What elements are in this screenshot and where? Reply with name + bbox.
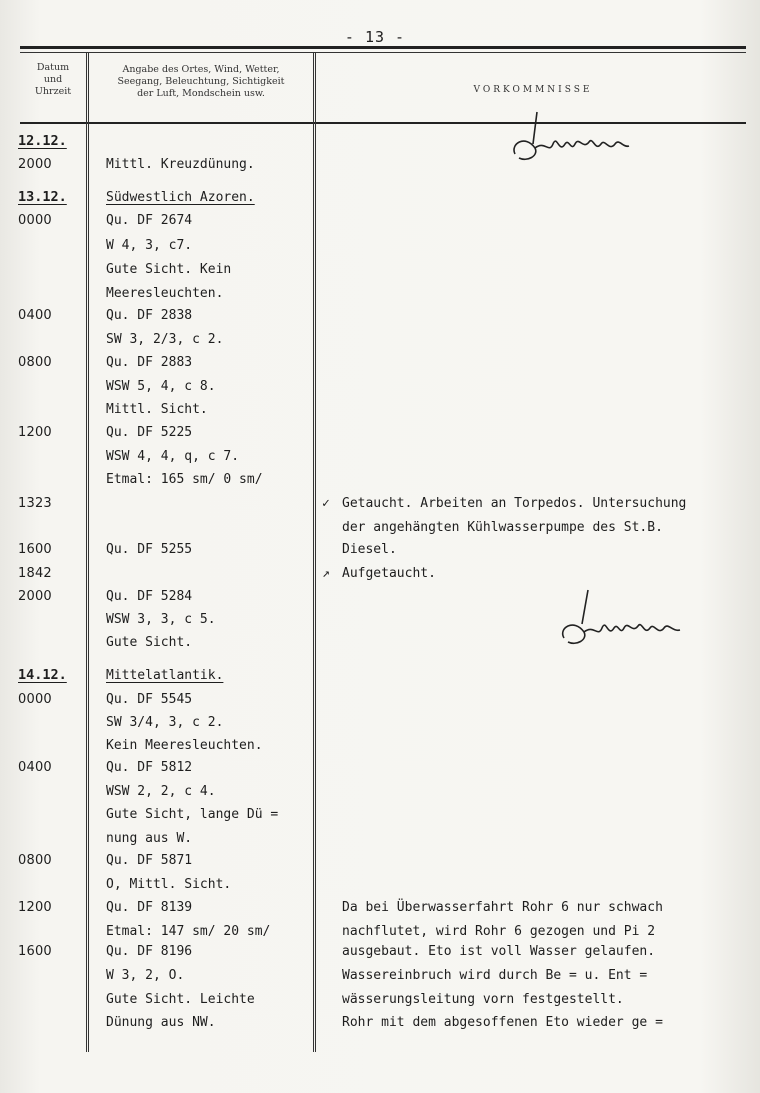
log-position-weather: Dünung aus NW. [106, 1015, 216, 1030]
log-row [0, 940, 760, 963]
log-time: 0000 [18, 213, 52, 228]
log-position-weather: Qu. DF 5871 [106, 853, 193, 868]
header-ort [90, 64, 312, 100]
log-date: 14.12. [18, 667, 67, 683]
log-position-weather: WSW 4, 4, q, c 7. [106, 449, 240, 464]
signature-1 [505, 104, 645, 174]
log-position-weather: Qu. DF 8139 [106, 900, 193, 915]
log-row [0, 186, 760, 209]
log-row [0, 849, 760, 872]
log-event: ausgebaut. Eto ist voll Wasser gelaufen. [342, 944, 656, 959]
signature-2 [552, 586, 702, 656]
log-event: Diesel. [342, 542, 397, 557]
log-position-weather: SW 3/4, 3, c 2. [106, 715, 224, 730]
log-row [0, 375, 760, 398]
header-ort-line: der Luft, Mondschein usw. [137, 88, 265, 99]
log-row [0, 234, 760, 257]
log-position-weather: Etmal: 165 sm/ 0 sm/ [106, 472, 263, 487]
log-event: nachflutet, wird Rohr 6 gezogen und Pi 2 [342, 924, 656, 939]
log-row [0, 964, 760, 987]
log-position-weather: Qu. DF 8196 [106, 944, 193, 959]
log-row [0, 492, 760, 515]
log-row [0, 688, 760, 711]
header-datum-line: und [43, 74, 63, 85]
log-event: Aufgetaucht. [342, 566, 436, 581]
log-position-weather: Gute Sicht. [106, 635, 193, 650]
log-time: 1200 [18, 900, 52, 915]
log-position-weather: WSW 2, 2, c 4. [106, 784, 216, 799]
log-position-weather: Gute Sicht, lange Dü = [106, 807, 279, 822]
check-mark-icon: ✓ [322, 496, 330, 511]
log-position-weather: SW 3, 2/3, c 2. [106, 332, 224, 347]
log-position-weather: Qu. DF 2883 [106, 355, 193, 370]
log-row [0, 780, 760, 803]
log-position-weather: Qu. DF 2838 [106, 308, 193, 323]
log-row [0, 304, 760, 327]
log-region: Südwestlich Azoren. [106, 190, 255, 205]
header-datum [20, 62, 86, 98]
log-position-weather: nung aus W. [106, 831, 193, 846]
log-position-weather: WSW 3, 3, c 5. [106, 612, 216, 627]
log-row [0, 756, 760, 779]
log-row [0, 538, 760, 561]
log-row [0, 153, 760, 176]
log-date: 13.12. [18, 189, 67, 205]
log-row [0, 516, 760, 539]
header-rule-top [20, 46, 746, 49]
log-position-weather: Gute Sicht. Leichte [106, 992, 255, 1007]
log-row [0, 445, 760, 468]
log-position-weather: Qu. DF 5812 [106, 760, 193, 775]
header-datum-line: Datum [36, 62, 70, 73]
log-region: Mittelatlantik. [106, 668, 224, 683]
header-datum-line: Uhrzeit [34, 86, 72, 97]
log-time: 1842 [18, 566, 52, 581]
log-row [0, 827, 760, 850]
log-row [0, 328, 760, 351]
log-row [0, 421, 760, 444]
log-row [0, 873, 760, 896]
header-vorkommnisse: VORKOMMNISSE [473, 85, 593, 95]
log-position-weather: Kein Meeresleuchten. [106, 738, 263, 753]
log-row [0, 896, 760, 919]
log-time: 0800 [18, 355, 52, 370]
header-ort-line: Seegang, Beleuchtung, Sichtigkeit [117, 76, 285, 87]
log-row [0, 282, 760, 305]
log-position-weather: Gute Sicht. Kein [106, 262, 232, 277]
log-row [0, 1011, 760, 1034]
log-position-weather: W 4, 3, c7. [106, 238, 193, 253]
log-position-weather: Qu. DF 5284 [106, 589, 193, 604]
log-event: Getaucht. Arbeiten an Torpedos. Untersuchung [342, 496, 687, 511]
log-position-weather: WSW 5, 4, c 8. [106, 379, 216, 394]
log-time: 1323 [18, 496, 52, 511]
log-position-weather: Qu. DF 5225 [106, 425, 193, 440]
log-position-weather: Etmal: 147 sm/ 20 sm/ [106, 924, 271, 939]
log-time: 0800 [18, 853, 52, 868]
log-row [0, 803, 760, 826]
log-row [0, 209, 760, 232]
header-ort-line: Angabe des Ortes, Wind, Wetter, [122, 64, 280, 75]
log-time: 1600 [18, 542, 52, 557]
log-row [0, 734, 760, 757]
log-position-weather: O, Mittl. Sicht. [106, 877, 232, 892]
log-row [0, 711, 760, 734]
log-row [0, 562, 760, 585]
log-row [0, 988, 760, 1011]
log-position-weather: Mittl. Sicht. [106, 402, 208, 417]
log-row [0, 130, 760, 153]
log-event: Da bei Überwasserfahrt Rohr 6 nur schwach [342, 900, 663, 915]
log-row [0, 664, 760, 687]
log-event: wässerungsleitung vorn festgestellt. [342, 992, 624, 1007]
log-event: Wassereinbruch wird durch Be = u. Ent = [342, 968, 648, 983]
log-time: 0400 [18, 760, 52, 775]
log-position-weather: Qu. DF 2674 [106, 213, 193, 228]
log-position-weather: W 3, 2, O. [106, 968, 185, 983]
log-time: 0000 [18, 692, 52, 707]
log-position-weather: Mittl. Kreuzdünung. [106, 157, 255, 172]
log-date: 12.12. [18, 133, 67, 149]
log-time: 2000 [18, 157, 52, 172]
log-position-weather: Meeresleuchten. [106, 286, 224, 301]
log-event: Rohr mit dem abgesoffenen Eto wieder ge = [342, 1015, 663, 1030]
log-time: 1200 [18, 425, 52, 440]
log-row [0, 351, 760, 374]
log-time: 0400 [18, 308, 52, 323]
log-position-weather: Qu. DF 5545 [106, 692, 193, 707]
log-row [0, 258, 760, 281]
log-row [0, 398, 760, 421]
header-rule-top-thin [20, 52, 746, 53]
log-position-weather: Qu. DF 5255 [106, 542, 193, 557]
page-number: - 13 - [344, 28, 406, 46]
log-event: der angehängten Kühlwasserpumpe des St.B. [342, 520, 663, 535]
check-mark-icon: ↗ [322, 566, 330, 581]
log-row [0, 468, 760, 491]
log-time: 1600 [18, 944, 52, 959]
log-time: 2000 [18, 589, 52, 604]
